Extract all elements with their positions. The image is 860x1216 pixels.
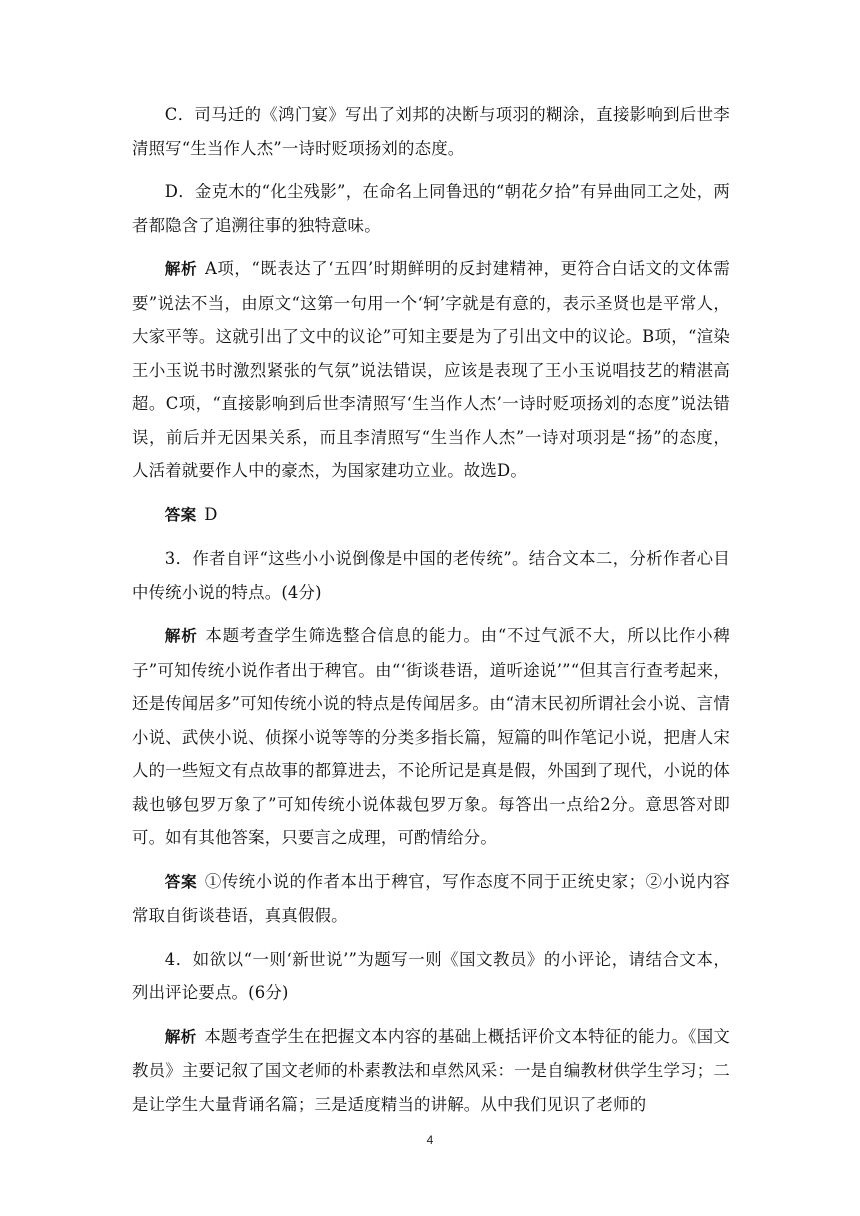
question-4 — [132, 943, 730, 1010]
answer-q3 — [132, 865, 730, 933]
answer-q2 — [132, 498, 730, 533]
answer-q3-text: ①传统小说的作者本出于稗官，写作态度不同于正统史家；②小说内容常取自街谈巷语，真真假假。 — [132, 871, 730, 925]
answer-label: 答案 — [164, 505, 197, 524]
analysis-label: 解析 — [164, 1027, 197, 1046]
question-3 — [132, 542, 730, 609]
analysis-label: 解析 — [164, 627, 198, 645]
analysis-q3 — [132, 619, 730, 855]
answer-label: 答案 — [164, 872, 198, 891]
option-d — [132, 175, 730, 242]
answer-q2-text: D — [204, 504, 218, 524]
analysis-label: 解析 — [164, 260, 198, 278]
analysis-q4-text: 本题考查学生在把握文本内容的基础上概括评价文本特征的能力。《国文教员》主要记叙了国文老师的朴素教法和卓然风采：一是自编教材供学生学习；二是让学生大量背诵名篇；三是适度精当的讲解。从中我们见识了老师的 — [132, 1026, 730, 1114]
option-c — [132, 98, 730, 165]
question-4-text: 4．如欲以“一则‘新世说’”为题写一则《国文教员》的小评论，请结合文本，列出评论要点。(6分) — [132, 949, 730, 1002]
option-d-text: D．金克木的“化尘残影”，在命名上同鲁迅的“朝花夕拾”有异曲同工之处，两者都隐含了追溯往事的独特意味。 — [132, 182, 730, 235]
option-c-text: C．司马迁的《鸿门宴》写出了刘邦的决断与项羽的糊涂，直接影响到后世李清照写“生当作人杰”一诗时贬项扬刘的态度。 — [132, 105, 730, 158]
question-3-text: 3．作者自评“这些小小说倒像是中国的老传统”。结合文本二，分析作者心目中传统小说的特点。(4分) — [132, 549, 730, 602]
analysis-q2 — [132, 252, 730, 488]
analysis-q2-text: A项，“既表达了‘五四’时期鲜明的反封建精神，更符合白话文的文体需要”说法不当，由原文“这第一句用一个‘轲’字就是有意的，表示圣贤也是平常人，大家平等。这就引出了文中的议论”可知主要是为了引出文中的议论。B项，“渲染王小玉说书时激烈紧张的气氛”说法错误，应该是表现了王小玉说唱技艺的精湛高超。C项，“直接影响到后世李清照写‘生当作人杰’一诗时贬项扬刘的态度”说法错误，前后并无因果关系，而且李清照写“生当作人杰”一诗对项羽是“扬”的态度，人活着就要作人中的豪杰，为国家建功立业。故选D。 — [132, 259, 730, 480]
page-number: 4 — [426, 1133, 434, 1147]
document-body — [132, 98, 730, 1131]
analysis-q4 — [132, 1020, 730, 1122]
analysis-q3-text: 本题考查学生筛选整合信息的能力。由“不过气派不大，所以比作小稗子”可知传统小说作者出于稗官。由“‘街谈巷语，道听途说’”“但其言行查考起来，还是传闻居多”可知传统小说的特点是传闻居多。由“清末民初所谓社会小说、言情小说、武侠小说、侦探小说等等的分类多指长篇，短篇的叫作笔记小说，把唐人宋人的一些短文有点故事的都算进去，不论所记是真是假，外国到了现代，小说的体裁也够包罗万象了”可知传统小说体裁包罗万象。每答出一点给2分。意思答对即可。如有其他答案，只要言之成理，可酌情给分。 — [132, 626, 730, 847]
